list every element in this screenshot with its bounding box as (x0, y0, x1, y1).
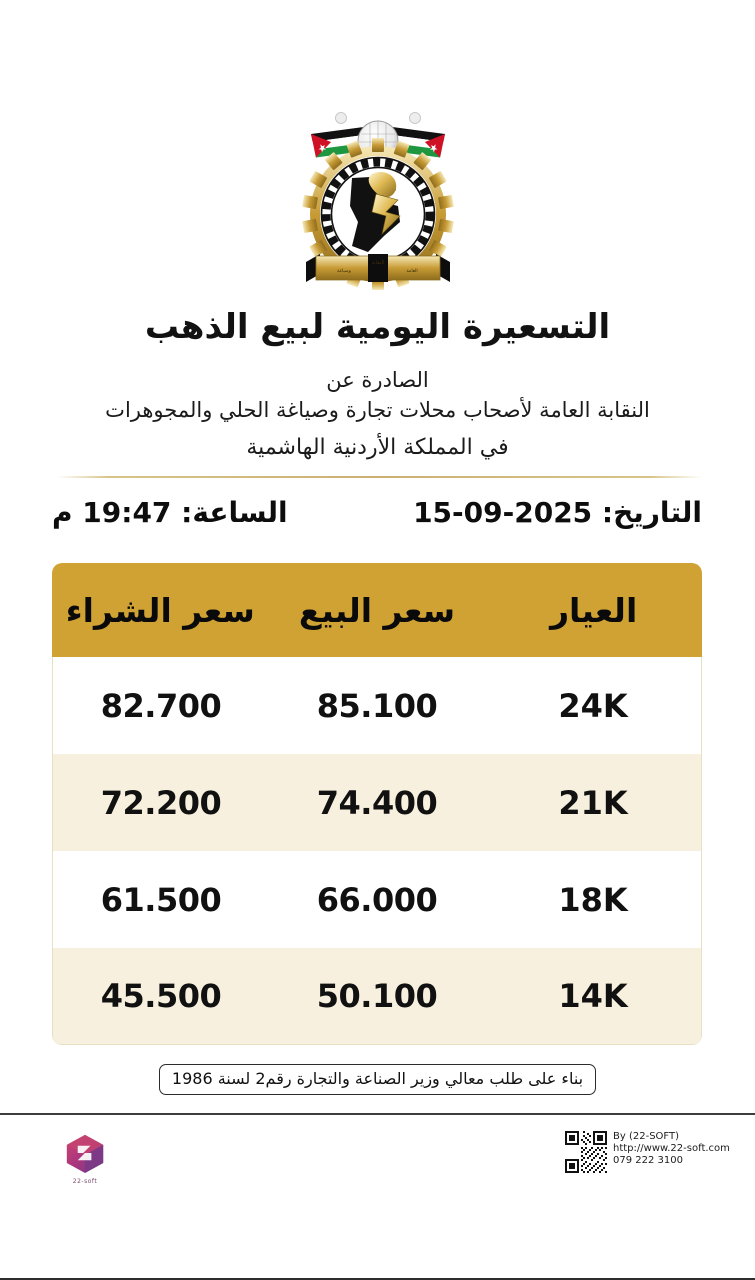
table-row (52, 851, 702, 948)
datetime-row (52, 496, 702, 529)
svg-text:النقابة: النقابة (370, 260, 385, 266)
time-value: 19:47 م (52, 496, 172, 529)
legal-note-container (0, 1064, 755, 1095)
gold-price-table (52, 563, 702, 1045)
footer-credit (565, 1131, 730, 1173)
cell-buy-price: 61.500 (100, 880, 222, 919)
qr-code-icon (565, 1131, 607, 1173)
credit-url[interactable]: http://www.22-soft.com (613, 1143, 730, 1154)
footer-bar (0, 1115, 755, 1278)
cell-buy-price: 82.700 (100, 686, 222, 725)
gold-divider (57, 476, 702, 478)
cell-karat: 21K (558, 783, 628, 822)
cell-karat: 24K (558, 686, 628, 725)
22soft-logo (58, 1133, 112, 1187)
cell-karat: 18K (558, 880, 628, 919)
cell-sell-price: 74.400 (316, 783, 438, 822)
issued-by-label: الصادرة عن (326, 367, 429, 392)
table-row (52, 657, 702, 754)
date-field (413, 496, 702, 529)
legal-note: بناء على طلب معالي وزير الصناعة والتجارة رقم2 لسنة 1986 (159, 1064, 596, 1095)
page-title: التسعيرة اليومية لبيع الذهب (144, 307, 611, 347)
header-text-block (0, 306, 755, 463)
time-field (52, 496, 288, 529)
table-row (52, 754, 702, 851)
cell-buy-price: 45.500 (100, 977, 222, 1015)
emblem-container (0, 96, 755, 296)
date-label: التاريخ: (601, 496, 702, 529)
svg-text:العامة: العامة (405, 269, 418, 274)
22soft-logo-text: 22-soft (72, 1178, 98, 1185)
column-header-karat: العيار (550, 590, 638, 630)
table-body (52, 657, 702, 1045)
table-header-row (52, 563, 702, 657)
cell-sell-price: 85.100 (316, 686, 438, 725)
credit-by: By (22-SOFT) (613, 1131, 679, 1142)
cell-buy-price: 72.200 (100, 783, 222, 822)
credit-phone: 079 222 3100 (613, 1155, 683, 1166)
jordan-jewellers-syndicate-emblem (275, 96, 481, 296)
table-row (52, 948, 702, 1045)
date-value: 15-09-2025 (413, 496, 593, 529)
column-header-sell-price: سعر البيع (298, 590, 456, 630)
issuing-authority: النقابة العامة لأصحاب محلات تجارة وصياغة الحلي والمجوهرات (105, 397, 650, 422)
column-header-buy-price: سعر الشراء (65, 590, 255, 630)
cell-sell-price: 66.000 (316, 880, 438, 919)
cell-sell-price: 50.100 (316, 977, 438, 1015)
svg-text:وصياغة: وصياغة (336, 269, 351, 274)
cell-karat: 14K (558, 977, 628, 1015)
time-label: الساعة: (181, 496, 288, 529)
credit-text-block (613, 1131, 730, 1167)
country-line: في المملكة الأردنية الهاشمية (246, 435, 509, 461)
